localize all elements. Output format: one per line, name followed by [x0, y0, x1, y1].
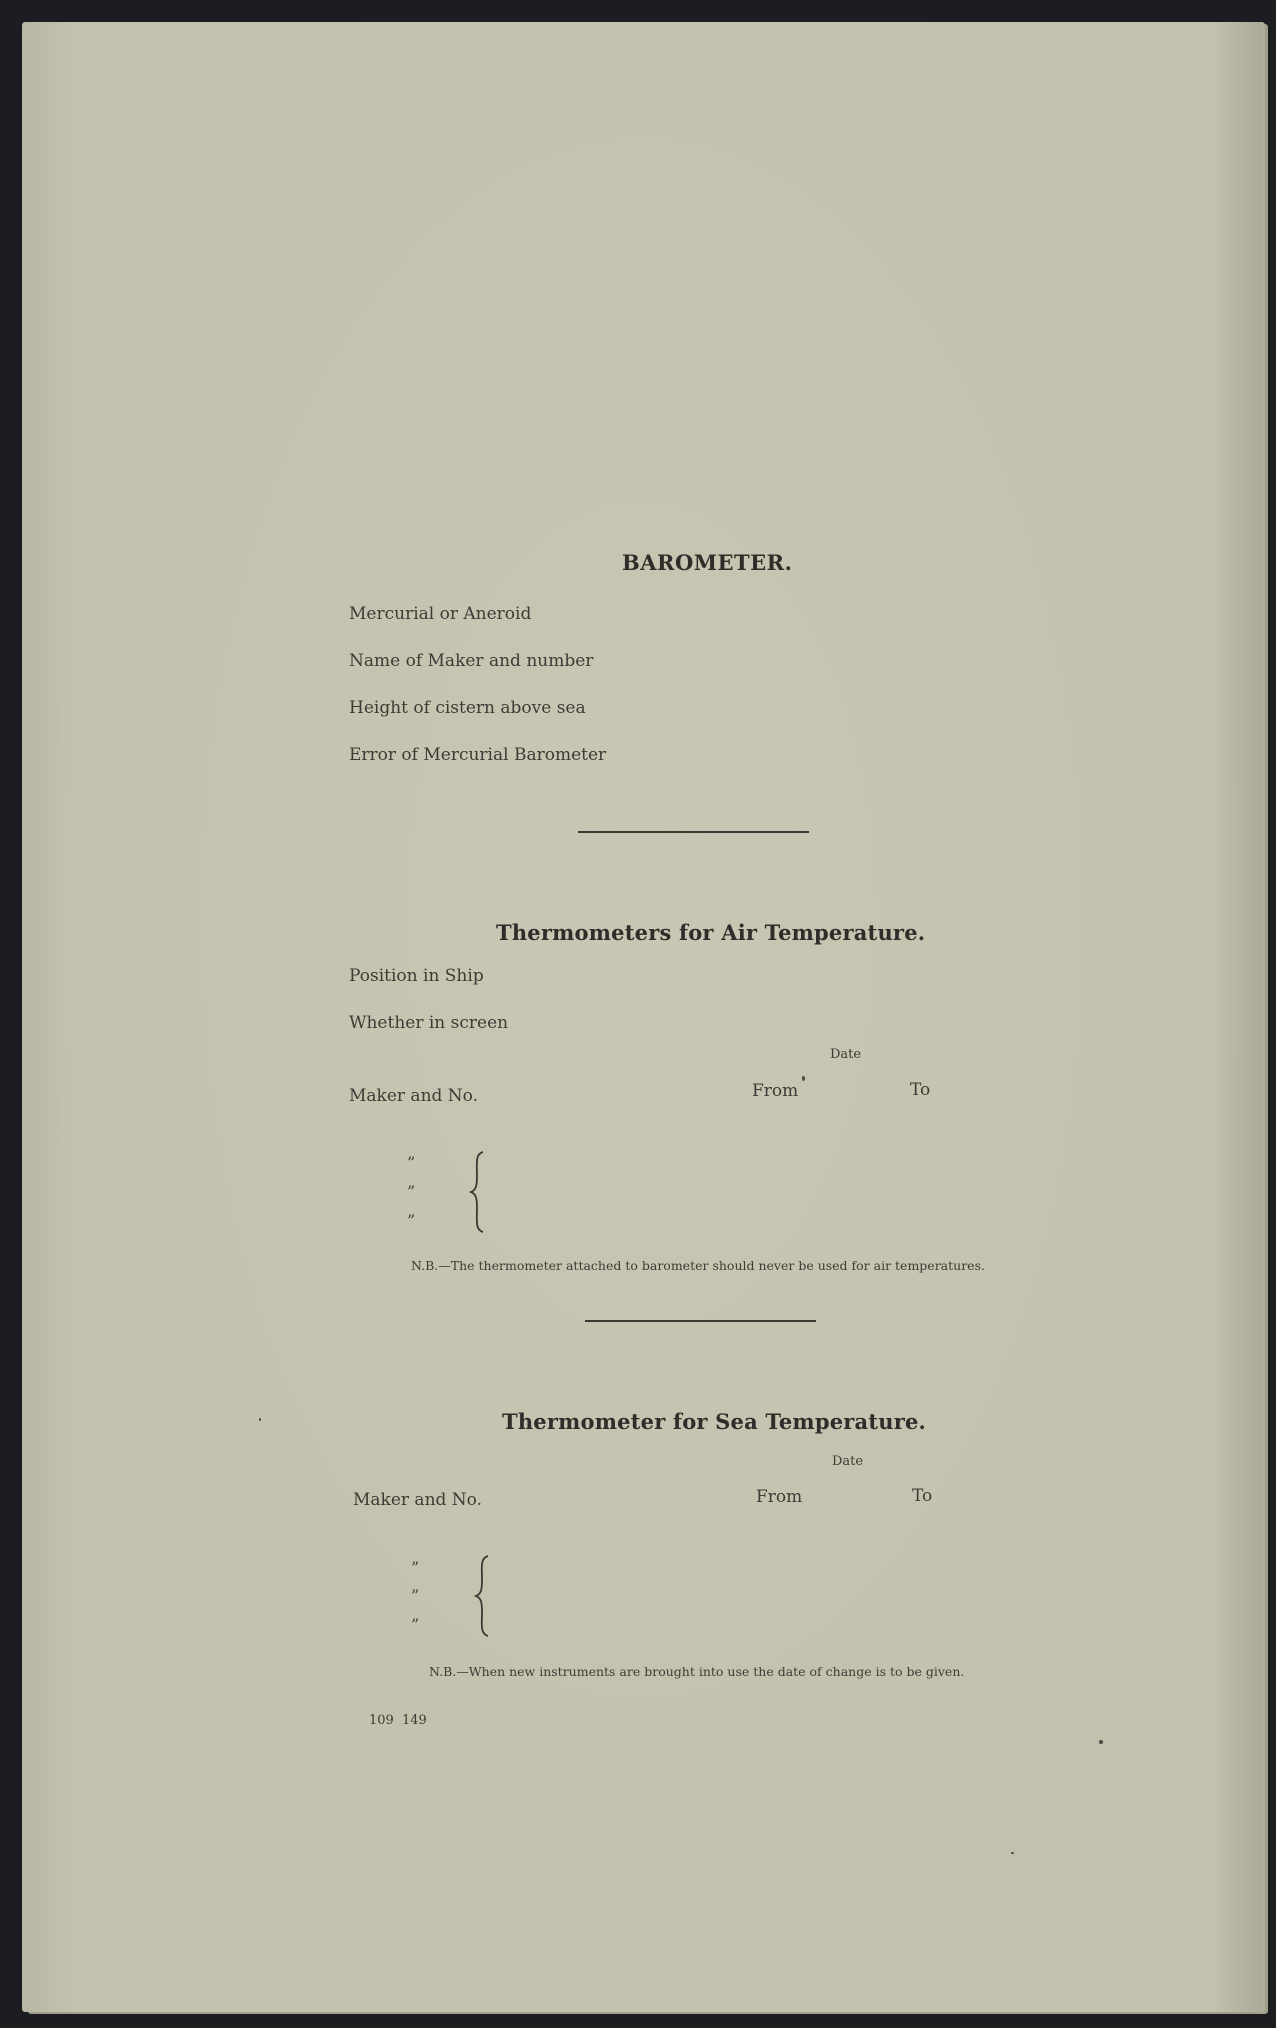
- form-page: [22, 22, 1262, 2012]
- section-divider-2: [585, 1320, 816, 1322]
- air-thermometers-title: Thermometers for Air Temperature.: [496, 920, 926, 945]
- air-curly-brace: [469, 1150, 487, 1234]
- sea-date-header: Date: [832, 1454, 864, 1469]
- air-ditto-2: ”: [407, 1182, 416, 1201]
- field-cistern-height: Height of cistern above sea: [349, 698, 586, 718]
- field-mercurial-or-aneroid: Mercurial or Aneroid: [349, 604, 532, 624]
- field-barometer-error: Error of Mercurial Barometer: [349, 745, 607, 765]
- air-date-header: Date: [830, 1047, 862, 1062]
- field-maker-and-number: Name of Maker and number: [349, 651, 594, 671]
- sea-curly-brace: [474, 1554, 492, 1638]
- print-code: 109 149: [369, 1713, 427, 1728]
- sea-to-label: To: [912, 1486, 933, 1506]
- sea-ditto-2: ”: [411, 1586, 420, 1605]
- air-ditto-3: ”: [407, 1211, 416, 1230]
- paper-speck: [259, 1418, 261, 1421]
- air-note: N.B.—The thermometer attached to barometer should never be used for air temperatures.: [411, 1258, 985, 1273]
- sea-thermometer-title: Thermometer for Sea Temperature.: [502, 1409, 927, 1434]
- barometer-title: BAROMETER.: [622, 550, 793, 575]
- paper-speck: [1011, 1852, 1014, 1854]
- paper-speck: [1099, 1740, 1103, 1744]
- field-position-in-ship: Position in Ship: [349, 966, 484, 986]
- air-from-label: From: [752, 1081, 799, 1101]
- air-to-label: To: [910, 1080, 931, 1100]
- field-whether-in-screen: Whether in screen: [349, 1013, 509, 1033]
- air-ditto-1: ”: [407, 1153, 416, 1172]
- sea-maker-label: Maker and No.: [353, 1490, 483, 1510]
- sea-from-label: From: [756, 1487, 803, 1507]
- sea-note: N.B.—When new instruments are brought into use the date of change is to be given.: [429, 1664, 965, 1679]
- sea-ditto-1: ”: [411, 1558, 420, 1577]
- section-divider-1: [578, 831, 809, 833]
- paper-speck: [802, 1076, 805, 1081]
- sea-ditto-3: ”: [411, 1615, 420, 1634]
- air-maker-label: Maker and No.: [349, 1086, 479, 1106]
